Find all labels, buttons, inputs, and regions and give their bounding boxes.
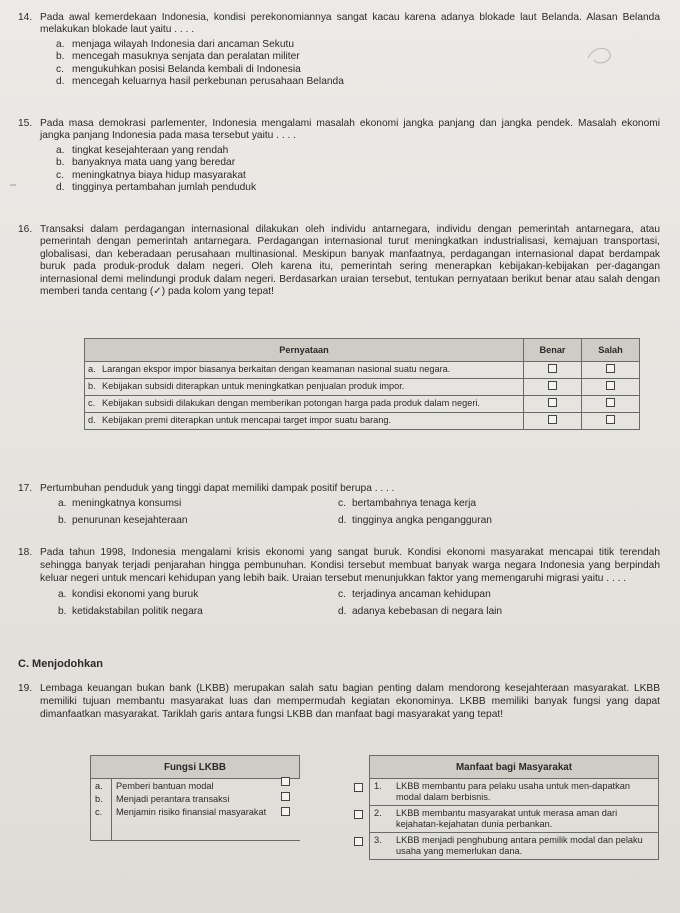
option-letter: d. (338, 606, 347, 617)
option-b[interactable] (58, 515, 338, 527)
option-d[interactable] (338, 515, 650, 527)
question-text: Pada awal kemerdekaan Indonesia, kondisi perekonomiannya sangat kacau karena adanya blokade laut Belanda. Alasan Belanda melakukan blokade laut yaitu . . . . (40, 12, 660, 36)
option-letter: a. (56, 144, 65, 156)
question-text: Pada tahun 1998, Indonesia mengalami krisis ekonomi yang sangat buruk. Kondisi ekonomi masyarakat mencapai titik terendah sehingga banyak terjadi penjarahan hingga pembunuhan. Kondisi tersebut membuat banyak warga negara Indonesia yang berpindah keluar negeri untuk mencari kehidupan yang lebih baik. Uraian tersebut menunjukkan faktor yang memengaruhi migrasi yaitu . . . . (40, 547, 660, 584)
table-row (91, 779, 300, 793)
statement-text: Kebijakan subsidi diterapkan untuk meningkatkan penjualan produk impor. (102, 381, 405, 391)
option-text: bertambahnya tenaga kerja (352, 498, 477, 510)
statement-text: Kebijakan subsidi dilakukan dengan memberikan potongan harga pada produk dalam negeri. (102, 398, 480, 408)
function-table (90, 755, 300, 841)
benefit-text: LKBB menjadi penghubung antara pemilik modal dan pelaku usaha yang memerlukan dana. (392, 833, 659, 860)
table-row (85, 413, 640, 430)
true-checkbox[interactable] (548, 415, 557, 424)
pencil-mark-icon (8, 180, 18, 190)
option-c[interactable] (338, 588, 650, 601)
option-d[interactable] (56, 76, 660, 88)
option-a[interactable] (56, 39, 660, 51)
question-text: Pada masa demokrasi parlementer, Indonesia mengalami masalah ekonomi jangka panjang dan jangka pendek. Masalah ekonomi jangka panjang Indonesia pada masa tersebut yaitu . . . . (40, 118, 660, 142)
statement-letter: d. (88, 415, 96, 425)
function-connectors (281, 777, 290, 822)
option-text: mengukuhkan posisi Belanda kembali di Indonesia (72, 63, 301, 75)
option-letter: d. (56, 76, 65, 88)
question-14 (18, 12, 660, 88)
function-text: Menjadi perantara transaksi (112, 792, 300, 805)
function-letter: a. (91, 779, 112, 793)
connector-box-b[interactable] (281, 792, 290, 801)
table-row (91, 805, 300, 841)
function-header: Fungsi LKBB (91, 756, 300, 779)
option-text: terjadinya ancaman kehidupan (352, 589, 491, 600)
question-number: 18. (18, 547, 33, 558)
false-checkbox[interactable] (606, 415, 615, 424)
option-letter: b. (56, 157, 65, 169)
false-checkbox[interactable] (606, 364, 615, 373)
function-letter: c. (91, 805, 112, 841)
option-b[interactable] (56, 157, 660, 169)
statement-letter: b. (88, 381, 96, 391)
table-row (347, 833, 659, 860)
option-text: tingginya angka pengangguran (352, 514, 492, 526)
option-text: banyaknya mata uang yang beredar (72, 157, 236, 169)
table-row (85, 396, 640, 413)
option-letter: b. (56, 51, 65, 63)
function-text: Pemberi bantuan modal (112, 779, 300, 793)
question-number: 19. (18, 683, 33, 694)
statement-text: Larangan ekspor impor biasanya berkaitan dengan keamanan nasional suatu negara. (102, 364, 451, 374)
option-a[interactable] (56, 145, 660, 157)
option-d[interactable] (56, 182, 660, 194)
option-b[interactable] (56, 51, 660, 63)
benefit-number: 1. (370, 779, 393, 806)
option-letter: b. (58, 606, 67, 617)
false-checkbox[interactable] (606, 398, 615, 407)
question-number: 15. (18, 118, 33, 129)
benefit-header: Manfaat bagi Masyarakat (370, 756, 659, 779)
benefit-table (347, 755, 659, 860)
column-header-statement: Pernyataan (85, 339, 524, 362)
question-15 (18, 118, 660, 194)
option-text: tingkat kesejahteraan yang rendah (72, 144, 229, 156)
table-row (85, 362, 640, 379)
false-checkbox[interactable] (606, 381, 615, 390)
question-text: Transaksi dalam perdagangan internasional dilakukan oleh individu antarnegara, individu dengan pemerintah antarnegara, atau pemerintah dengan pemerintah antarnegara. Perdagangan internasional turut meningkatkan industrialisasi, kemajuan transportasi, globalisasi, dan keberadaan perusahaan multinasional. Meskipun banyak manfaatnya, perdagangan internasional dapat berdampak buruk pada produk-produk dalam negeri. Oleh karena itu, pemerintah sering menerapkan kebijakan-kebijakan per-dagangan internasional demi melindungi produk dalam negeri. Berdasarkan uraian tersebut, tentukan pernyataan berikut benar atau salah dengan memberi tanda centang (✓) pada kolom yang tepat! (40, 224, 660, 298)
statement-letter: c. (88, 398, 96, 408)
question-19 (18, 682, 660, 722)
table-row (347, 806, 659, 833)
option-letter: d. (56, 182, 65, 194)
option-letter: b. (58, 514, 67, 526)
function-letter: b. (91, 792, 112, 805)
statement-table (84, 338, 640, 430)
option-text: meningkatnya biaya hidup masyarakat (72, 169, 246, 181)
table-row (91, 792, 300, 805)
question-17 (18, 483, 660, 527)
section-heading: C. Menjodohkan (18, 658, 103, 670)
option-letter: a. (58, 498, 67, 510)
question-18 (18, 546, 660, 618)
option-text: menjaga wilayah Indonesia dari ancaman Sekutu (72, 38, 295, 50)
option-c[interactable] (56, 64, 660, 76)
connector-box-2[interactable] (354, 810, 363, 819)
option-text: meningkatnya konsumsi (72, 498, 182, 510)
question-16 (18, 224, 660, 298)
option-a[interactable] (58, 588, 338, 601)
function-text: Menjamin risiko finansial masyarakat (112, 805, 300, 841)
connector-box-1[interactable] (354, 783, 363, 792)
question-number: 16. (18, 224, 33, 235)
option-letter: c. (338, 589, 346, 600)
option-d[interactable] (338, 605, 650, 618)
question-number: 17. (18, 483, 33, 494)
option-text: tingginya pertambahan jumlah penduduk (72, 182, 257, 194)
benefit-number: 3. (370, 833, 393, 860)
option-text: adanya kebebasan di negara lain (352, 606, 503, 617)
option-letter: c. (56, 63, 64, 75)
option-text: penurunan kesejahteraan (72, 514, 188, 526)
pencil-mark-icon (580, 40, 620, 70)
option-text: mencegah masuknya senjata dan peralatan militer (72, 51, 300, 63)
option-letter: a. (56, 38, 65, 50)
question-text: Pertumbuhan penduduk yang tinggi dapat memiliki dampak positif berupa . . . . (40, 483, 395, 494)
table-row (347, 779, 659, 806)
true-checkbox[interactable] (548, 381, 557, 390)
option-a[interactable] (58, 498, 338, 510)
connector-box-3[interactable] (354, 837, 363, 846)
option-letter: a. (58, 589, 67, 600)
true-checkbox[interactable] (548, 398, 557, 407)
option-letter: c. (338, 498, 346, 510)
benefit-number: 2. (370, 806, 393, 833)
question-number: 14. (18, 12, 33, 23)
option-letter: d. (338, 514, 347, 526)
column-header-false: Salah (582, 339, 640, 362)
question-text: Lembaga keuangan bukan bank (LKBB) merupakan salah satu bagian penting dalam mendorong kesejahteraan masyarakat. LKBB memiliki tujuan membantu masyarakat luas dan mempermudah kegiatan ekonominya. LKBB memiliki banyak fungsi yang dapat dimanfaatkan masyarakat. Tariklah garis antara fungsi LKBB dan manfaat bagi masyarakat yang tepat! (40, 683, 660, 721)
option-text: kondisi ekonomi yang buruk (72, 589, 199, 600)
option-text: ketidakstabilan politik negara (72, 606, 203, 617)
option-letter: c. (56, 169, 64, 181)
column-header-true: Benar (524, 339, 582, 362)
option-c[interactable] (56, 170, 660, 182)
benefit-text: LKBB membantu para pelaku usaha untuk men-dapatkan modal dalam berbisnis. (392, 779, 659, 806)
benefit-text: LKBB membantu masyarakat untuk merasa aman dari kejahatan-kejahatan dunia perbankan. (392, 806, 659, 833)
option-text: mencegah keluarnya hasil perkebunan perusahaan Belanda (72, 76, 344, 88)
connector-box-a[interactable] (281, 777, 290, 786)
table-row (85, 379, 640, 396)
option-c[interactable] (338, 498, 650, 510)
connector-box-c[interactable] (281, 807, 290, 816)
statement-text: Kebijakan premi diterapkan untuk mencapai target impor suatu barang. (102, 415, 392, 425)
option-b[interactable] (58, 605, 338, 618)
statement-letter: a. (88, 364, 96, 374)
true-checkbox[interactable] (548, 364, 557, 373)
